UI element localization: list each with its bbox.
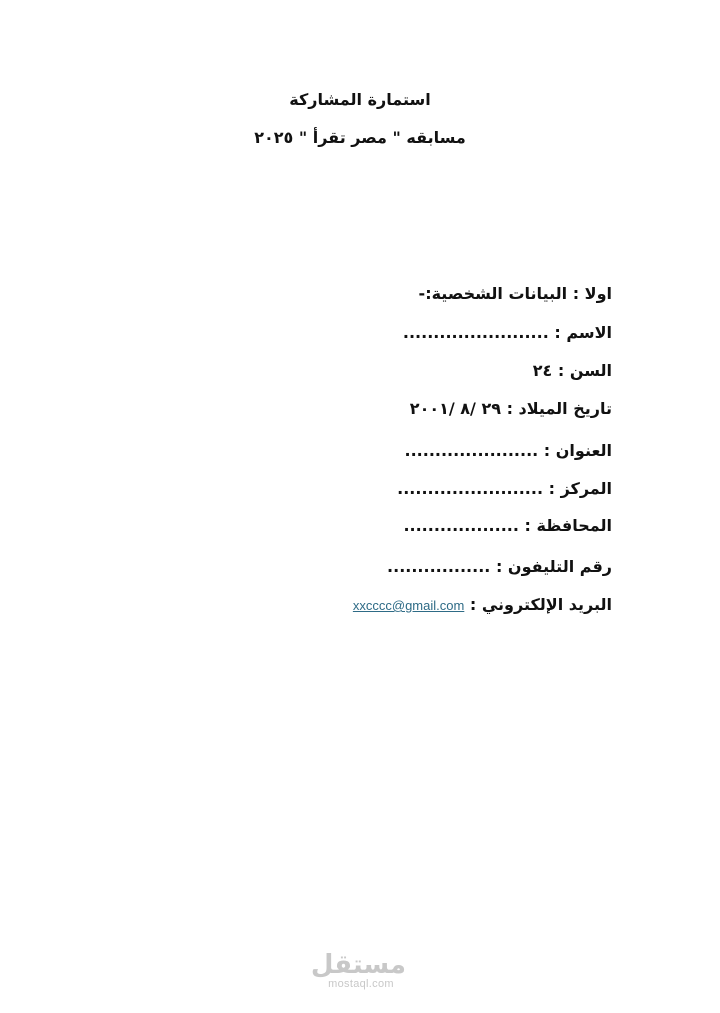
watermark-url: mostaql.com [328,978,394,990]
watermark-logo-word: مستقل [310,950,406,980]
competition-subtitle: مسابقه " مصر تقرأ " ٢٠٢٥ [254,128,466,147]
field-name [403,323,612,343]
age-value: ٢٤ [532,361,553,380]
phone-label: رقم التليفون : [495,557,612,576]
email-link[interactable]: xxcccc@gmail.com [352,598,465,613]
age-label: السن : [557,361,612,380]
center-value: ........................ [397,479,544,498]
form-title: استمارة المشاركة [289,90,431,109]
field-email [353,595,612,616]
birthdate-value: ٢٩ /٨ /٢٠٠١ [409,399,501,418]
field-center [397,479,612,499]
governorate-value: ................... [403,516,519,535]
address-label: العنوان : [543,441,612,460]
field-birthdate [410,399,612,419]
field-phone [387,557,612,577]
field-age [533,361,612,381]
mostaql-watermark [310,950,406,990]
section-heading-text: اولا : البيانات الشخصية:- [418,284,612,303]
name-value: ........................ [402,323,549,342]
address-value: ...................... [404,441,539,460]
birthdate-label: تاريخ الميلاد : [506,399,612,418]
field-governorate [403,516,612,536]
name-label: الاسم : [554,323,612,342]
phone-value: ................. [387,557,491,576]
field-address [405,441,613,461]
center-label: المركز : [548,479,612,498]
governorate-label: المحافظة : [524,516,612,535]
email-label: البريد الإلكتروني : [469,595,612,614]
section-heading [419,284,612,304]
